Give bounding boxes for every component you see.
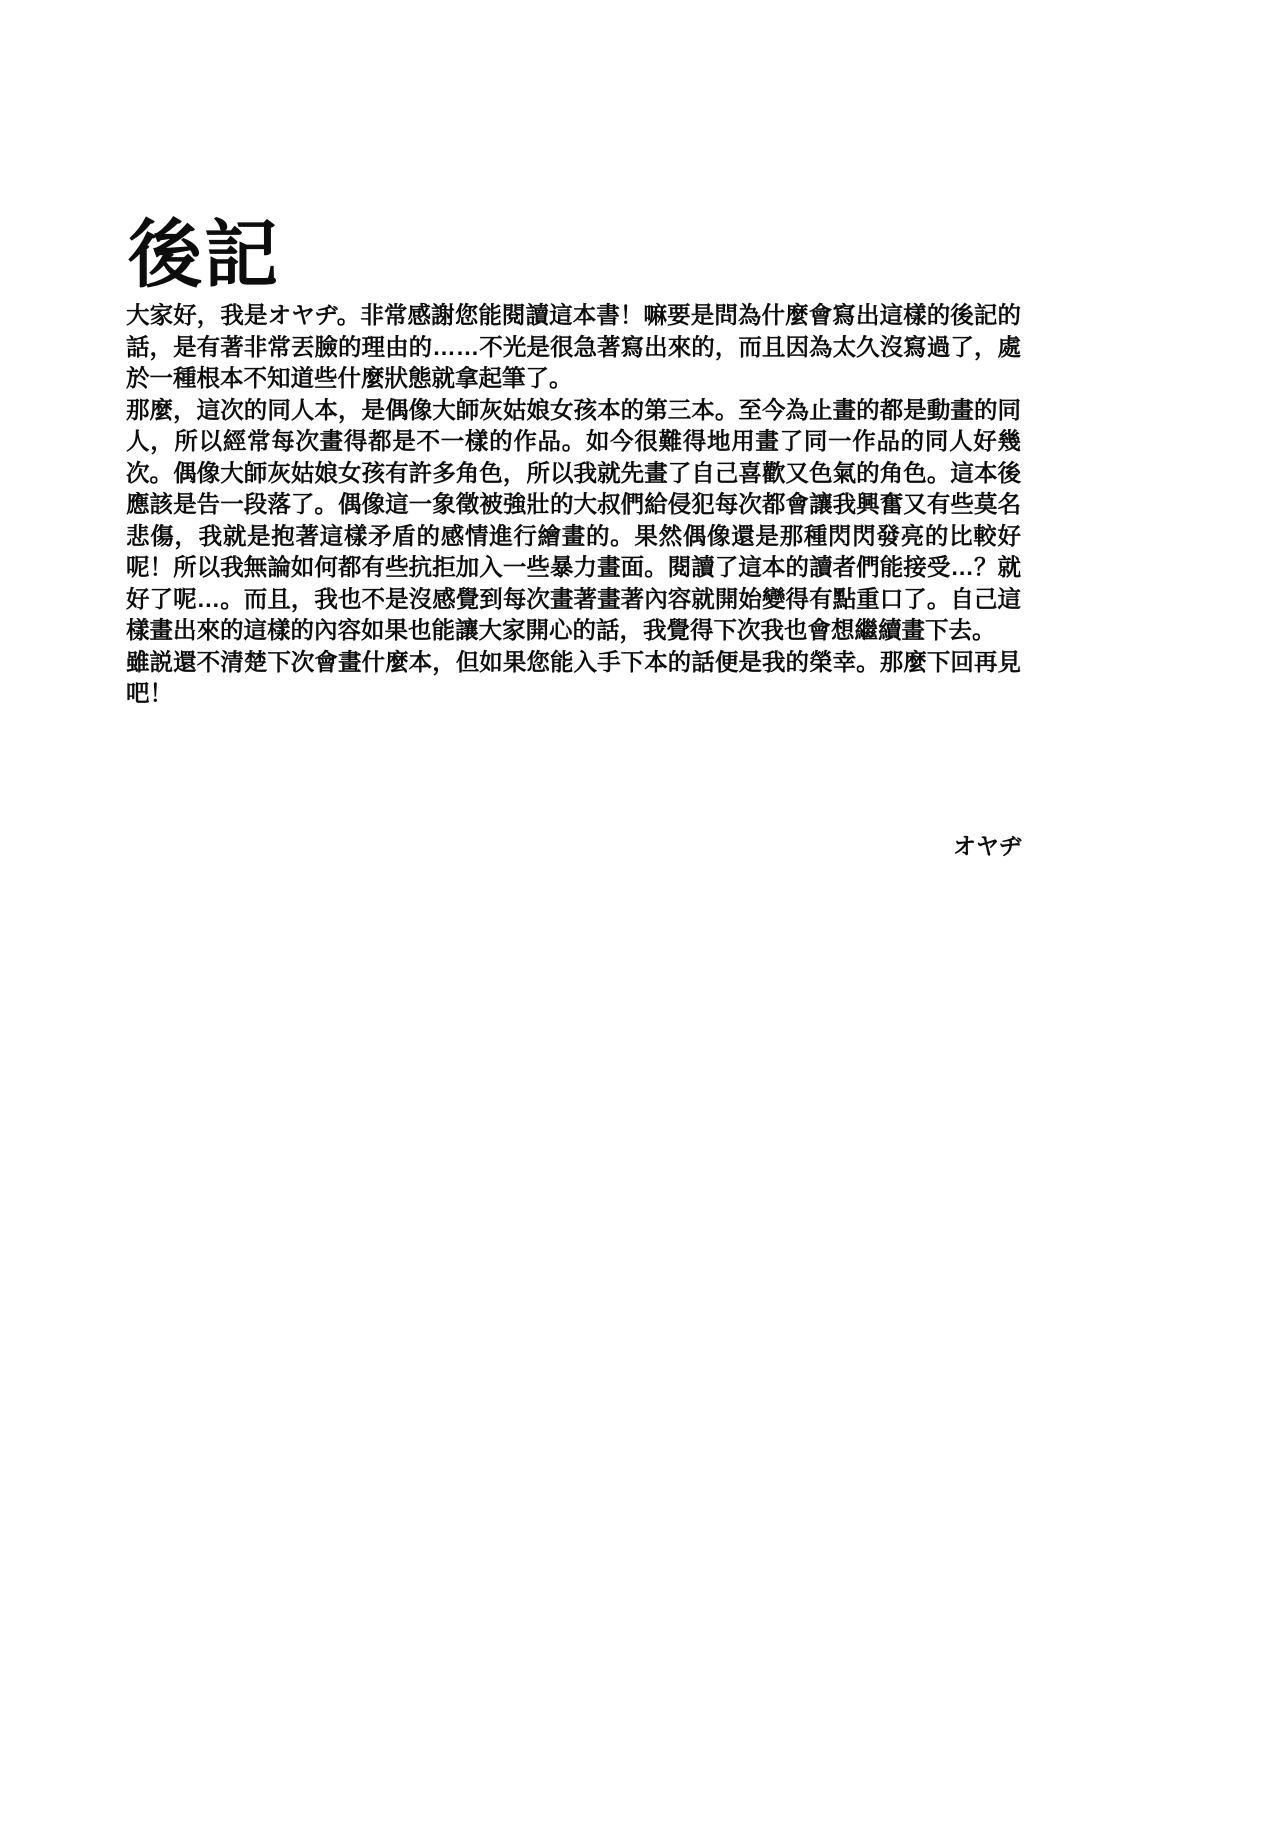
afterword-body xyxy=(126,300,1021,710)
page-title: 後記 xyxy=(128,212,280,296)
paragraph: 大家好，我是オヤヂ。非常感謝您能閱讀這本書！嘛要是問為什麼會寫出這樣的後記的話，是有著非常丟臉的理由的……不光是很急著寫出來的，而且因為太久沒寫過了，處於一種根本不知道些什麼狀態就拿起筆了。 xyxy=(126,302,1021,391)
author-signature: オヤヂ xyxy=(953,833,1022,859)
paragraph: 那麼，這次的同人本，是偶像大師灰姑娘女孩本的第三本。至今為止畫的都是動畫的同人，所以經常每次畫得都是不一樣的作品。如今很難得地用畫了同一作品的同人好幾次。偶像大師灰姑娘女孩有許多角色，所以我就先畫了自己喜歡又色氣的角色。這本後應該是告一段落了。偶像這一象徵被強壯的大叔們給侵犯每次都會讓我興奮又有些莫名悲傷，我就是抱著這樣矛盾的感情進行繪畫的。果然偶像還是那種閃閃發亮的比較好呢！所以我無論如何都有些抗拒加入一些暴力畫面。閱讀了這本的讀者們能接受…？就好了呢…。而且，我也不是沒感覺到每次畫著畫著內容就開始變得有點重口了。自己這樣畫出來的這樣的內容如果也能讓大家開心的話，我覺得下次我也會想繼續畫下去。 xyxy=(126,396,1021,643)
paragraph: 雖説還不清楚下次會畫什麼本，但如果您能入手下本的話便是我的榮幸。那麼下回再見吧！ xyxy=(126,648,1021,706)
